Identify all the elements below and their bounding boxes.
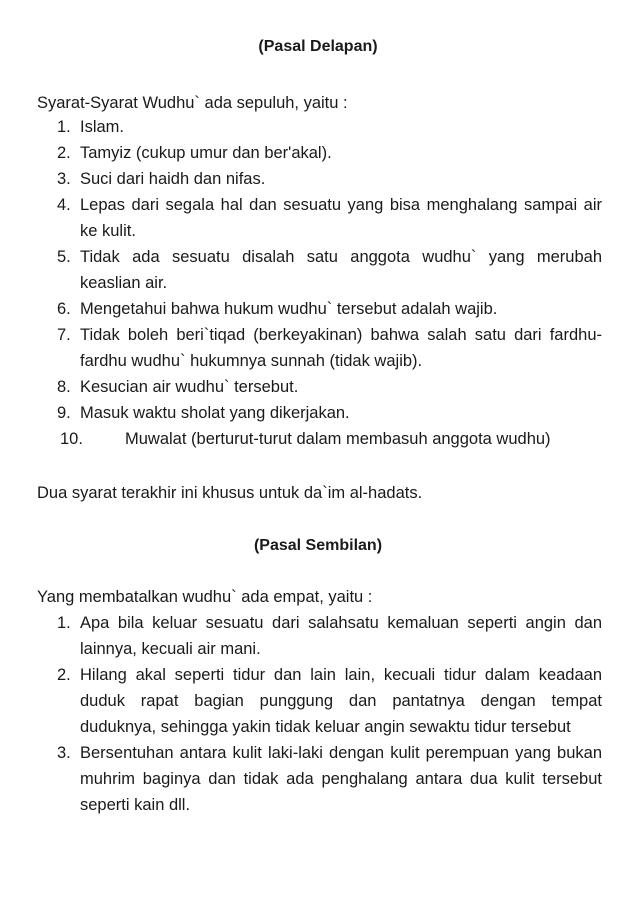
list-item-text: Mengetahui bahwa hukum wudhu` tersebut adalah wajib.: [80, 300, 498, 318]
list-item: [0, 296, 636, 322]
list-item-text: Tidak ada sesuatu disalah satu anggota wudhu` yang merubah keaslian air.: [80, 248, 602, 292]
section-intro-pembatal-wudhu: Yang membatalkan wudhu` ada empat, yaitu :: [37, 588, 373, 606]
list-item: [0, 322, 636, 374]
section-heading-pasal-sembilan: (Pasal Sembilan): [253, 537, 383, 554]
list-item-text: Hilang akal seperti tidur dan lain lain, kecuali tidur dalam keadaan duduk rapat bagian punggung dan pantatnya dengan tempat duduknya, sehingga yakin tidak keluar angin sewaktu tidur tersebut: [80, 666, 602, 736]
list-item-number: 2.: [57, 144, 71, 162]
list-item-text: Kesucian air wudhu` tersebut.: [80, 378, 299, 396]
list-item-text: Islam.: [80, 118, 125, 136]
list-item: [0, 244, 636, 296]
list-item: [0, 740, 636, 818]
list-item: [0, 166, 636, 192]
section-intro-syarat-wudhu: Syarat-Syarat Wudhu` ada sepuluh, yaitu :: [37, 94, 348, 112]
list-item-text: Lepas dari segala hal dan sesuatu yang bisa menghalang sampai air ke kulit.: [80, 196, 602, 240]
list-item-number: 1.: [57, 118, 71, 136]
list-item-text: Masuk waktu sholat yang dikerjakan.: [80, 404, 350, 422]
section-heading-pasal-delapan: (Pasal Delapan): [258, 38, 378, 55]
list-item: [0, 114, 636, 140]
list-item-number: 9.: [57, 404, 71, 422]
list-item-text: Bersentuhan antara kulit laki-laki dengan kulit perempuan yang bukan muhrim baginya dan tidak ada penghalang antara dua kulit tersebut seperti kain dll.: [80, 744, 602, 814]
list-item-text: Tidak boleh beri`tiqad (berkeyakinan) bahwa salah satu dari fardhu-fardhu wudhu` hukumnya sunnah (tidak wajib).: [80, 326, 602, 370]
list-item-text: Apa bila keluar sesuatu dari salahsatu kemaluan seperti angin dan lainnya, kecuali air mani.: [80, 614, 602, 658]
list-item-number: 5.: [57, 248, 71, 266]
list-item-number: 8.: [57, 378, 71, 396]
list-item: [0, 662, 636, 740]
list-item-number: 2.: [57, 666, 71, 684]
list-item-number: 6.: [57, 300, 71, 318]
list-item-number: 3.: [57, 170, 71, 188]
list-item-number: 3.: [57, 744, 71, 762]
list-item-number: 1.: [57, 614, 71, 632]
list-item-text: Tamyiz (cukup umur dan ber'akal).: [80, 144, 332, 162]
list-item-number: 7.: [57, 326, 71, 344]
section-closing-note: Dua syarat terakhir ini khusus untuk da`im al-hadats.: [37, 484, 423, 502]
list-item: [0, 374, 636, 400]
list-item-number: 4.: [57, 196, 71, 214]
syarat-wudhu-list: [0, 114, 636, 452]
list-item-number: 10.: [60, 430, 83, 448]
list-item-text: Muwalat (berturut-turut dalam membasuh anggota wudhu): [125, 430, 551, 448]
list-item: [0, 140, 636, 166]
list-item: [0, 426, 636, 452]
list-item: [0, 400, 636, 426]
pembatal-wudhu-list: [0, 610, 636, 818]
list-item: [0, 610, 636, 662]
list-item-text: Suci dari haidh dan nifas.: [80, 170, 266, 188]
list-item: [0, 192, 636, 244]
